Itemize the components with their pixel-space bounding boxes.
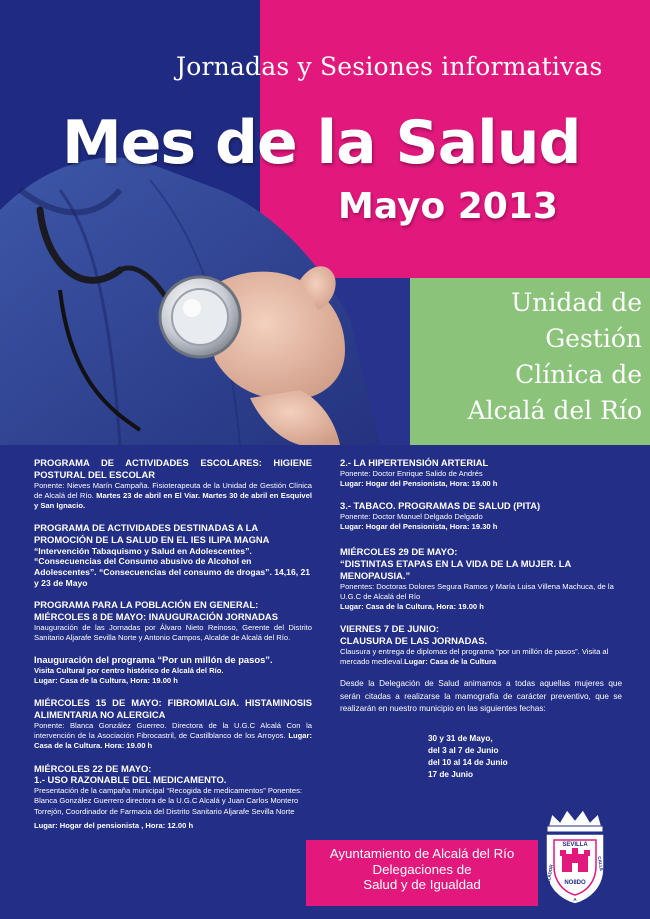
tobacco-section <box>340 500 622 532</box>
speaker-text: Ponente: Doctor Manuel Delgado Delgado <box>340 512 483 521</box>
footer-line: Salud y de Igualdad <box>363 877 481 893</box>
event-text: Visita Cultural por centro histórico de Alcalá del Río. <box>34 665 224 675</box>
main-title: Mes de la Salud <box>62 108 581 178</box>
date-item: del 3 al 7 de Junio <box>428 746 499 756</box>
seal-bottom-text: A <box>573 897 577 902</box>
medicine-section <box>34 763 312 831</box>
event-title: 3.- TABACO. PROGRAMAS DE SALUD (PITA) <box>340 500 541 512</box>
event-place: Lugar: Hogar del Pensionista, Hora: 19.30 h <box>340 522 498 532</box>
talks-list: “Intervención Tabaquismo y Salud en Adolescentes”. “Consecuencias del Consumo abusivo de Alcohol en Adolescentes”. “Consecuencias del consumo de drogas”. 14,16, 21 y 23 de Mayo <box>34 545 311 588</box>
event-place: Lugar: Casa de la Cultura, Hora: 19.00 h <box>34 676 178 686</box>
event-text: Inauguración de las Jornadas por Álvaro Nieto Reinoso, Gerente del Distrito Sanitario Aljarafe Sevilla Norte y Antonio Campos, Alcalde de Alcalá del Río. <box>34 622 312 642</box>
ugc-line: Alcalá del Río <box>467 396 642 425</box>
speaker-text: Ponentes: Doctoras Dolores Segura Ramos y María Luisa Villena Machuca, de la U.G.C de Alcalá del Río <box>340 581 614 601</box>
event-place: Lugar: Hogar del pensionista , Hora: 12.00 h <box>34 820 194 830</box>
ies-programme-section <box>34 522 312 588</box>
speaker-text: Ponente: Doctor Enrique Salido de Andrés <box>340 468 483 478</box>
event-title: MIÉRCOLES 15 DE MAYO: FIBROMIALGIA. HISTAMINOSIS ALIMENTARIA NO ALERGICA <box>34 697 312 721</box>
event-text: Presentación de la campaña municipal “Recogida de medicamentos” Ponentes: Blanca González Guerrero directora de la U.G.C Alcalá y Juan Carlos Montero Torrejón, Coordinador de Farmacia del Distrito Sanitario Aljarafe Sevilla Norte <box>34 786 303 816</box>
event-date-title: VIERNES 7 DE JUNIO: <box>340 623 439 635</box>
event-place: Lugar: Casa de la Cultura, Hora: 19.00 h <box>340 602 484 612</box>
right-column <box>340 457 622 781</box>
date-item: 17 de Junio <box>428 770 474 780</box>
event-title: “DISTINTAS ETAPAS EN LA VIDA DE LA MUJER. LA MENOPAUSIA.” <box>340 558 571 581</box>
closing-section <box>340 623 622 667</box>
poster-header <box>0 0 650 445</box>
section-text <box>34 481 312 512</box>
event-title: 1.- USO RAZONABLE DEL MEDICAMENTO. <box>34 774 227 786</box>
header-subtitle: Jornadas y Sesiones informativas <box>176 52 603 81</box>
event-place: Lugar: Casa de la Cultura <box>404 657 497 667</box>
mammography-intro: Desde la Delegación de Salud animamos a todas aquellas mujeres que serán citadas a realizarse la mamografía de carácter preventivo, que se realizarán en nuestro municipio en las siguientes fechas: <box>340 679 622 713</box>
fibromyalgia-section <box>34 697 312 751</box>
event-date: Mayo 2013 <box>338 186 558 227</box>
event-title: MIÉRCOLES 8 DE MAYO: INAUGURACIÓN JORNADAS <box>34 610 278 622</box>
ugc-line: Unidad de <box>511 288 642 317</box>
event-title: 2.- LA HIPERTENSIÓN ARTERIAL <box>340 457 489 468</box>
footer-line: Ayuntamiento de Alcalá del Río <box>329 846 515 861</box>
speaker-text: Ponente: Blanca González Guerreo. Directora de la U.G.C Alcalá Con la intervención de la Asociación Fibrocastril, de Castilblanco de los Arroyos. <box>34 720 312 741</box>
left-column <box>34 457 312 842</box>
organizer-footer <box>306 840 538 906</box>
footer-line: Delegaciones de <box>372 861 472 877</box>
ugc-line: Gestión <box>545 324 642 353</box>
event-text <box>340 647 622 667</box>
event-date-title: MIÉRCOLES 22 DE MAYO: <box>34 762 152 774</box>
closing-text: Clausura y entrega de diplomas del programa “por un millón de pasos”. Visita al mercado medieval. <box>340 647 609 667</box>
schedule-text: Martes 23 de abril en El Viar. Martes 30 de abril en Esquivel y San Ignacio. <box>34 490 312 510</box>
school-programme-section <box>34 457 312 511</box>
speaker-text: Ponente: Nieves Marín Campaña. Fisioterapeuta de la Unidad de Gestión Clínica de Alcalá del Río. <box>34 480 312 500</box>
ugc-line: Clínica de <box>515 360 642 389</box>
section-title: PROGRAMA PARA LA POBLACIÓN EN GENERAL: <box>34 599 259 611</box>
seal-left-text: COLADOR <box>545 864 554 888</box>
event-date-title: MIÉRCOLES 29 DE MAYO: <box>340 546 458 558</box>
seal-right-text: CALLE <box>596 855 605 872</box>
event-text <box>34 721 312 752</box>
section-title: PROGRAMA DE ACTIVIDADES ESCOLARES: HIGIENE POSTURAL DEL ESCOLAR <box>34 457 312 480</box>
date-item: del 10 al 14 de Junio <box>428 758 508 768</box>
event-place: Lugar: Casa de la Cultura. Hora: 19.00 h <box>34 731 312 751</box>
million-steps-section <box>34 654 312 686</box>
menopause-section <box>340 546 622 612</box>
event-place: Lugar: Hogar del Pensionista, Hora: 19.00 h <box>340 479 498 488</box>
coat-of-arms-seal <box>540 806 610 906</box>
hypertension-section <box>340 457 622 489</box>
section-title: PROGRAMA DE ACTIVIDADES DESTINADAS A LA PROMOCIÓN DE LA SALUD EN EL IES ILIPA MAGNA <box>34 522 270 545</box>
ugc-name <box>420 285 642 429</box>
mammography-dates <box>340 733 622 781</box>
seal-top-text: SEVILLA <box>562 842 588 848</box>
event-title: Inauguración del programa “Por un millón de pasos”. <box>34 654 273 666</box>
event-title: CLAUSURA DE LAS JORNADAS. <box>340 635 488 647</box>
seal-center-text: NO8DO <box>564 880 586 886</box>
date-item: 30 y 31 de Mayo, <box>428 734 493 744</box>
general-programme-section <box>34 599 312 643</box>
